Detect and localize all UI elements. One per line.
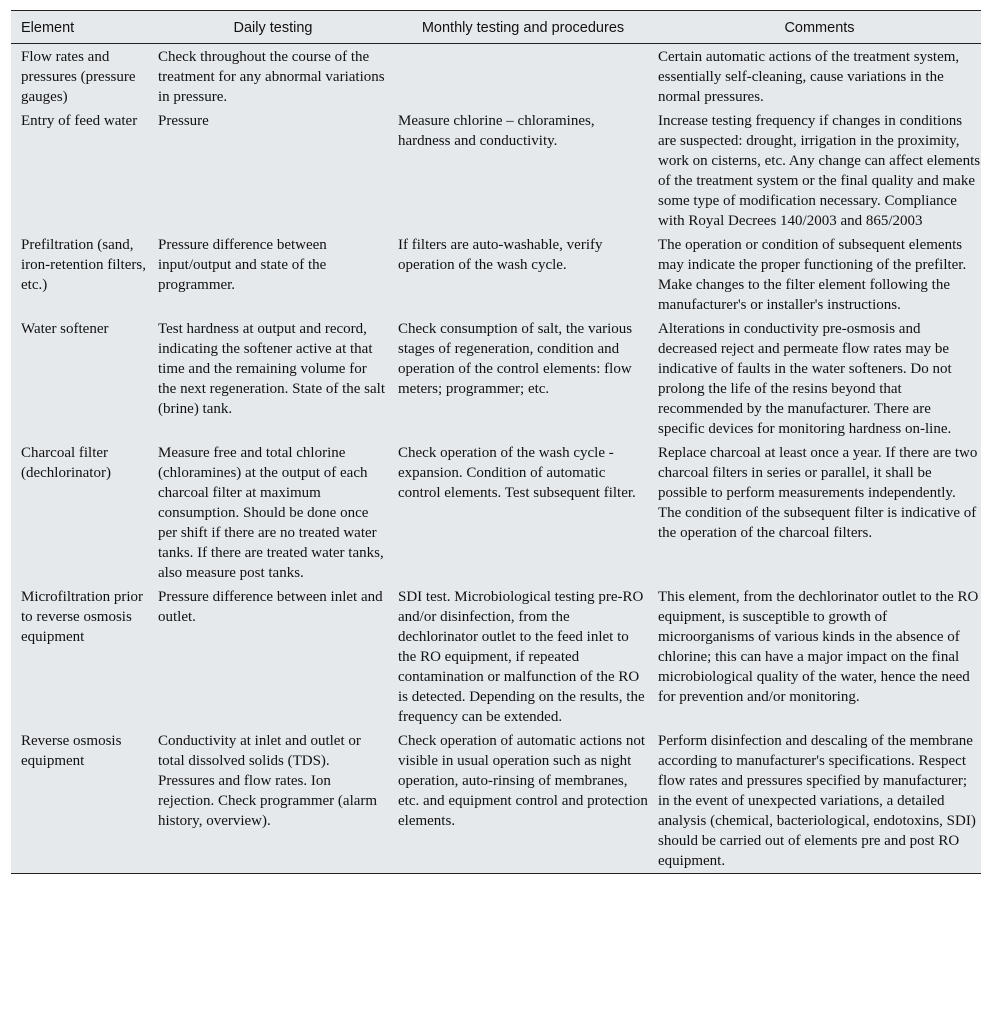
cell-element: Entry of feed water [21,113,138,129]
cell-element: Microfiltration prior to reverse osmosis equipment [21,589,144,645]
cell-monthly: If filters are auto-washable, verify operation of the wash cycle. [398,237,603,273]
testing-table-container [11,10,981,874]
header-row [11,11,981,44]
cell-comments: This element, from the dechlorinator outlet to the RO equipment, is susceptible to growth of microorganisms of various kinds in the absence of chlorine; this can have a major impact on the final microbiological quality of the water, hence the need for prevention and/or monitoring. [658,589,979,705]
cell-daily: Conductivity at inlet and outlet or total dissolved solids (TDS). Pressures and flow rates. Ion rejection. Check programmer (alarm history, overview). [158,733,378,829]
cell-element: Charcoal filter (dechlorinator) [21,445,111,481]
table-row [11,729,981,873]
cell-daily: Check throughout the course of the treatment for any abnormal variations in pressure. [158,49,385,105]
cell-monthly: Check consumption of salt, the various stages of regeneration, condition and operation of the control elements: flow meters; programmer; etc. [398,321,633,397]
cell-comments: Perform disinfection and descaling of the membrane according to manufacturer's specifications. Respect flow rates and pressures specified by manufacturer; in the event of unexpected variations, a detailed analysis (chemical, bacteriological, endotoxins, SDI) should be carried out of elements pre and post RO equipment. [658,733,976,869]
cell-daily: Measure free and total chlorine (chloramines) at the output of each charcoal filter at maximum consumption. Should be done once per shift if there are no treated water tanks. If there are treated water tanks, also measure post tanks. [158,445,384,581]
table-row [11,441,981,585]
cell-element: Flow rates and pressures (pressure gauges) [21,49,136,105]
cell-comments: Alterations in conductivity pre-osmosis and decreased reject and permeate flow rates may be indicative of faults in the water softeners. Do not prolong the life of the resins beyond that recommended by the manufacturer. There are specific devices for monitoring hardness on-line. [658,321,952,437]
cell-monthly: Check operation of automatic actions not visible in usual operation such as night operation, auto-rinsing of membranes, etc. and equipment control and protection elements. [398,733,648,829]
cell-daily: Pressure difference between input/output and state of the programmer. [158,237,327,293]
header-element: Element [11,11,148,44]
cell-element: Reverse osmosis equipment [21,733,122,769]
cell-comments: Certain automatic actions of the treatment system, essentially self-cleaning, cause variations in the normal pressures. [658,49,960,105]
table-row [11,233,981,317]
table-row [11,109,981,233]
cell-daily: Pressure [158,113,209,129]
cell-element: Water softener [21,321,109,337]
table-row [11,44,981,110]
cell-monthly: SDI test. Microbiological testing pre-RO and/or disinfection, from the dechlorinator outlet to the feed inlet to the RO equipment, if repeated contamination or malfunction of the RO is detected. Depending on the results, the frequency can be extended. [398,589,645,725]
cell-element: Prefiltration (sand, iron-retention filters, etc.) [21,237,146,293]
cell-monthly: Check operation of the wash cycle - expansion. Condition of automatic control elements. Test subsequent filter. [398,445,636,501]
cell-daily: Pressure difference between inlet and outlet. [158,589,383,625]
table-row [11,317,981,441]
cell-daily: Test hardness at output and record, indicating the softener active at that time and the remaining volume for the next regeneration. State of the salt (brine) tank. [158,321,385,417]
header-monthly-testing: Monthly testing and procedures [388,11,648,44]
header-comments: Comments [648,11,981,44]
cell-comments: The operation or condition of subsequent elements may indicate the proper functioning of the prefilter. Make changes to the filter element following the manufacturer's or installer's instructions. [658,237,967,313]
testing-table [11,11,981,873]
header-daily-testing: Daily testing [148,11,388,44]
cell-monthly [388,44,648,110]
cell-monthly: Measure chlorine – chloramines, hardness and conductivity. [398,113,595,149]
cell-comments: Replace charcoal at least once a year. If there are two charcoal filters in series or parallel, it shall be possible to perform measurements independently. The condition of the subsequent filter is indicative of the operation of the charcoal filters. [658,445,978,541]
cell-comments: Increase testing frequency if changes in conditions are suspected: drought, irrigation in the proximity, work on cisterns, etc. Any change can affect elements of the treatment system or the final quality and make some type of modification necessary. Compliance with Royal Decrees 140/2003 and 865/2003 [658,113,981,229]
table-row [11,585,981,729]
